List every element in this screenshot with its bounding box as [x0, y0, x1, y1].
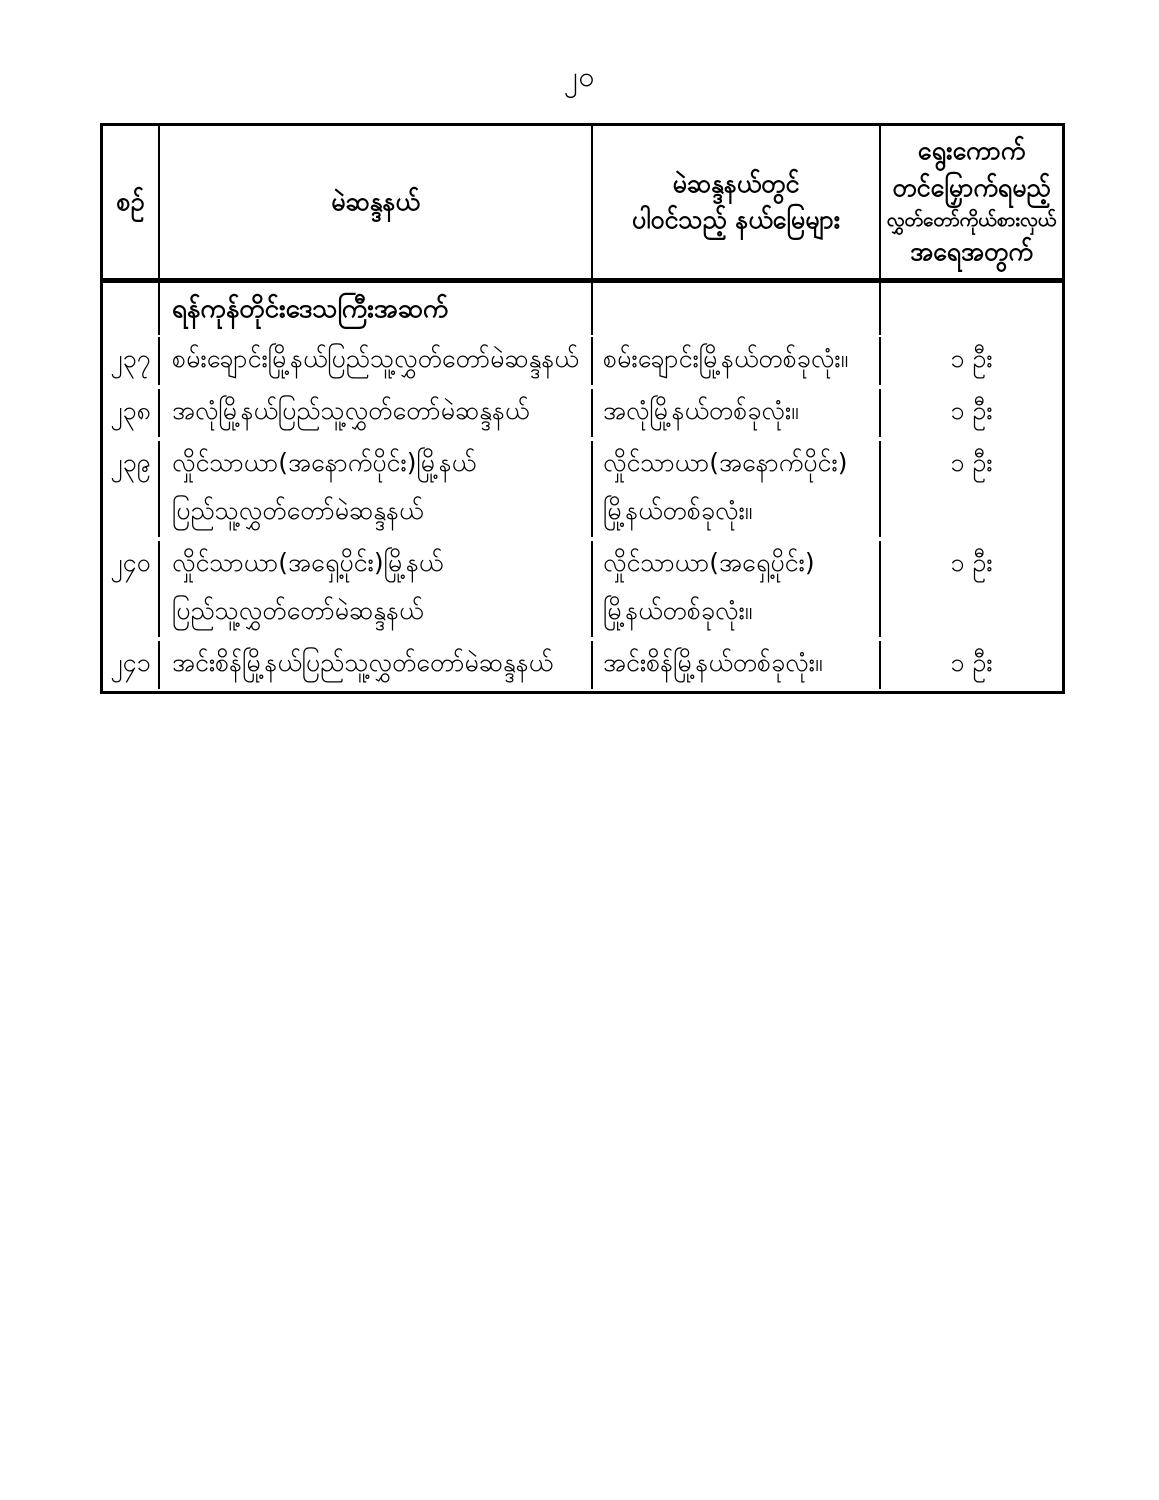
representative-count-cell	[881, 389, 1062, 437]
representative-count: ၁ ဦး	[950, 647, 993, 677]
representative-count-cell	[881, 541, 1062, 637]
representative-count: ၁ ဦး	[950, 395, 993, 425]
table-row	[103, 439, 1062, 539]
table-header-row	[103, 126, 1062, 283]
header-representatives-line3: လွှတ်တော်ကိုယ်စားလှယ်	[886, 208, 1057, 231]
representative-count: ၁ ဦး	[950, 447, 993, 477]
areas-cell	[593, 441, 881, 537]
header-representatives-line4: အရေအတွက်	[910, 237, 1033, 267]
constituency-line: စမ်းချောင်းမြို့နယ်ပြည်သူ့လွှတ်တော်မဲဆန္ဒနယ်	[172, 343, 579, 373]
row-number: ၂၄၀	[110, 547, 151, 577]
header-constituency	[160, 126, 593, 278]
table-row	[103, 639, 1062, 691]
area-line: မြို့နယ်တစ်ခုလုံး။	[603, 595, 753, 625]
area-line: အလုံမြို့နယ်တစ်ခုလုံး။	[603, 395, 799, 425]
header-serial-label: စဉ်	[116, 186, 145, 216]
section-title-cell	[160, 283, 593, 335]
constituency-line: အလုံမြို့နယ်ပြည်သူ့လွှတ်တော်မဲဆန္ဒနယ်	[172, 395, 530, 425]
row-number: ၂၃၇	[110, 343, 151, 373]
constituency-table	[100, 123, 1065, 694]
row-number-cell	[103, 389, 160, 437]
header-areas-line1: မဲဆန္ဒနယ်တွင်	[672, 168, 800, 198]
area-line: လှိုင်သာယာ(အရှေ့ပိုင်း)	[603, 547, 815, 577]
region-section-title: ရန်ကုန်တိုင်းဒေသကြီးအဆက်	[172, 294, 449, 324]
header-representatives	[881, 126, 1062, 278]
area-line: လှိုင်သာယာ(အနောက်ပိုင်း)	[603, 447, 848, 477]
areas-cell	[593, 541, 881, 637]
header-areas	[593, 126, 881, 278]
section-header-row	[103, 283, 1062, 335]
representative-count: ၁ ဦး	[950, 547, 993, 577]
section-areas-cell	[593, 283, 881, 335]
row-number: ၂၄၁	[110, 647, 151, 677]
section-count-cell	[881, 283, 1062, 335]
table-row	[103, 539, 1062, 639]
row-number: ၂၃၉	[110, 447, 151, 477]
representative-count-cell	[881, 641, 1062, 689]
header-representatives-line2: တင်မြှောက်ရမည့်	[892, 172, 1051, 202]
representative-count: ၁ ဦး	[950, 343, 993, 373]
area-line: မြို့နယ်တစ်ခုလုံး။	[603, 495, 753, 525]
constituency-cell	[160, 337, 593, 385]
constituency-cell	[160, 441, 593, 537]
constituency-cell	[160, 641, 593, 689]
areas-cell	[593, 641, 881, 689]
areas-cell	[593, 337, 881, 385]
constituency-line: ပြည်သူ့လွှတ်တော်မဲဆန္ဒနယ်	[172, 495, 424, 525]
table-row	[103, 335, 1062, 387]
header-areas-line2: ပါဝင်သည့် နယ်မြေများ	[631, 205, 841, 234]
table-body	[103, 283, 1062, 691]
area-line: စမ်းချောင်းမြို့နယ်တစ်ခုလုံး။	[603, 343, 849, 373]
constituency-line: လှိုင်သာယာ(အရှေ့ပိုင်း)မြို့နယ်	[172, 547, 444, 577]
header-representatives-line1: ရွေးကောက်	[917, 136, 1026, 166]
representative-count-cell	[881, 441, 1062, 537]
row-number: ၂၃၈	[110, 395, 151, 425]
constituency-line: အင်းစိန်မြို့နယ်ပြည်သူ့လွှတ်တော်မဲဆန္ဒနယ်	[172, 647, 554, 677]
row-number-cell	[103, 441, 160, 537]
area-line: အင်းစိန်မြို့နယ်တစ်ခုလုံး။	[603, 647, 823, 677]
areas-cell	[593, 389, 881, 437]
header-constituency-label: မဲဆန္ဒနယ်	[331, 186, 420, 216]
header-serial	[103, 126, 160, 278]
page-number: ၂၀	[563, 60, 596, 93]
constituency-cell	[160, 389, 593, 437]
constituency-line: လှိုင်သာယာ(အနောက်ပိုင်း)မြို့နယ်	[172, 447, 477, 477]
constituency-cell	[160, 541, 593, 637]
row-number-cell	[103, 641, 160, 689]
row-number-cell	[103, 337, 160, 385]
representative-count-cell	[881, 337, 1062, 385]
table-row	[103, 387, 1062, 439]
constituency-line: ပြည်သူ့လွှတ်တော်မဲဆန္ဒနယ်	[172, 595, 424, 625]
section-serial-cell	[103, 283, 160, 335]
row-number-cell	[103, 541, 160, 637]
